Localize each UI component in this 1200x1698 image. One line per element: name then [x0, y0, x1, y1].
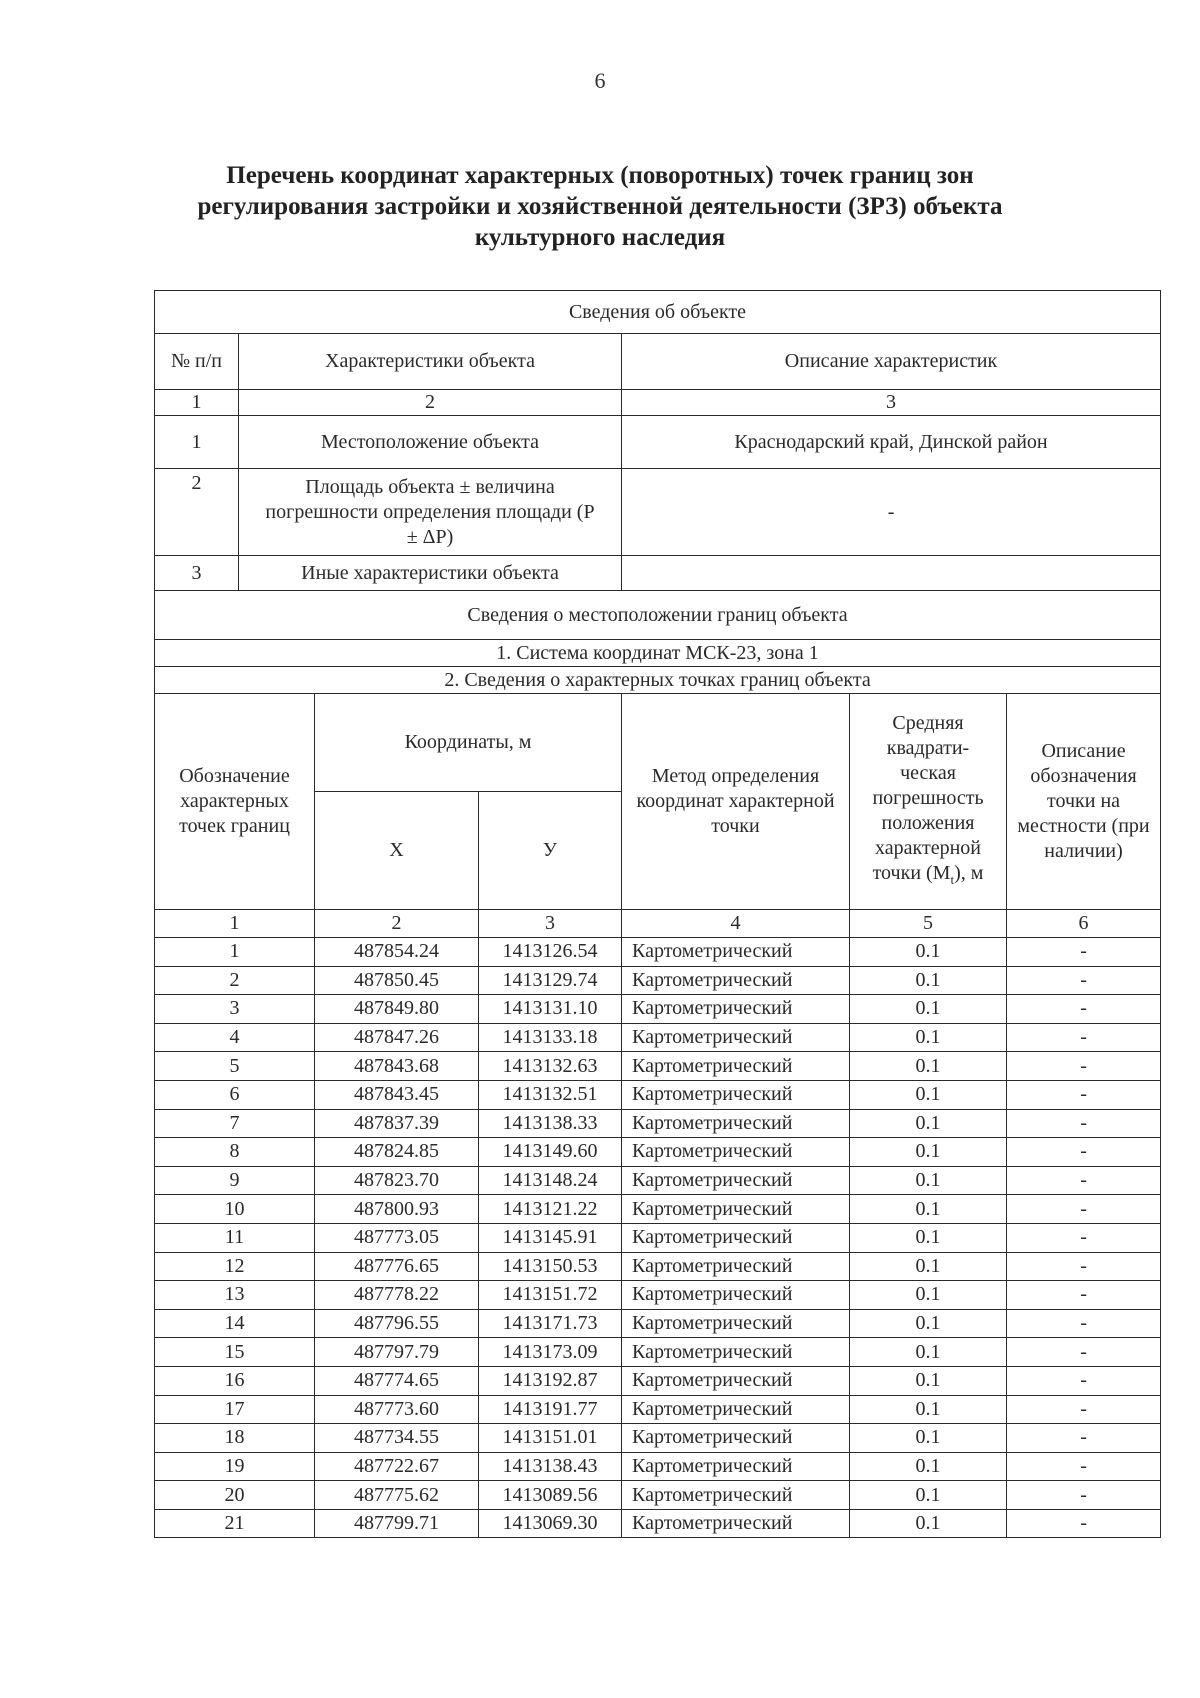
point-number: 14 [155, 1309, 315, 1338]
error-cell: 0.1 [850, 938, 1007, 967]
error-cell: 0.1 [850, 1424, 1007, 1453]
x-coordinate: 487850.45 [315, 966, 479, 995]
table-row [155, 995, 1161, 1024]
point-number: 6 [155, 1080, 315, 1109]
point-description: - [1007, 966, 1161, 995]
method-cell: Картометрический [622, 1366, 850, 1395]
title-line: Перечень координат характерных (поворотных) точек границ зон [226, 162, 974, 189]
object-section-title: Сведения об объекте [155, 291, 1161, 334]
y-coordinate: 1413129.74 [479, 966, 622, 995]
x-coordinate: 487843.45 [315, 1080, 479, 1109]
point-description: - [1007, 1395, 1161, 1424]
column-number: 1 [155, 910, 315, 938]
table-row [155, 1452, 1161, 1481]
y-coordinate: 1413121.22 [479, 1195, 622, 1224]
point-description: - [1007, 1424, 1161, 1453]
point-description: - [1007, 1366, 1161, 1395]
method-cell: Картометрический [622, 995, 850, 1024]
description-header: Описание характеристик [622, 334, 1161, 390]
x-coordinate: 487799.71 [315, 1509, 479, 1538]
x-coordinate: 487849.80 [315, 995, 479, 1024]
point-description: - [1007, 1281, 1161, 1310]
point-description: - [1007, 995, 1161, 1024]
point-number: 16 [155, 1366, 315, 1395]
table-row [155, 1080, 1161, 1109]
y-coordinate: 1413151.01 [479, 1424, 622, 1453]
point-description: - [1007, 1023, 1161, 1052]
y-coordinate: 1413069.30 [479, 1509, 622, 1538]
error-cell: 0.1 [850, 1309, 1007, 1338]
table-row [155, 1366, 1161, 1395]
x-coordinate: 487776.65 [315, 1252, 479, 1281]
point-number: 8 [155, 1138, 315, 1167]
method-cell: Картометрический [622, 1252, 850, 1281]
x-header: X [315, 792, 479, 910]
method-header: Метод определения координат характерной точки [622, 694, 850, 910]
table-row [155, 1281, 1161, 1310]
error-cell: 0.1 [850, 1023, 1007, 1052]
error-cell: 0.1 [850, 1395, 1007, 1424]
y-coordinate: 1413192.87 [479, 1366, 622, 1395]
column-number: 3 [622, 390, 1161, 416]
table-row [155, 1223, 1161, 1252]
point-number: 12 [155, 1252, 315, 1281]
x-coordinate: 487797.79 [315, 1338, 479, 1367]
method-cell: Картометрический [622, 1138, 850, 1167]
method-cell: Картометрический [622, 1080, 850, 1109]
points-section-title: 2. Сведения о характерных точках границ объекта [155, 667, 1161, 694]
point-description: - [1007, 1338, 1161, 1367]
method-cell: Картометрический [622, 1281, 850, 1310]
title-line: культурного наследия [474, 224, 726, 251]
point-number: 3 [155, 995, 315, 1024]
table-row [155, 1338, 1161, 1367]
characteristics-header: Характеристики объекта [239, 334, 622, 390]
x-coordinate: 487775.62 [315, 1481, 479, 1510]
object-row-number: 2 [155, 469, 239, 556]
object-characteristic: Иные характеристики объекта [239, 556, 622, 591]
point-number: 5 [155, 1052, 315, 1081]
object-description: - [622, 469, 1161, 556]
y-coordinate: 1413191.77 [479, 1395, 622, 1424]
error-cell: 0.1 [850, 1452, 1007, 1481]
error-cell: 0.1 [850, 1223, 1007, 1252]
boundary-section-title: Сведения о местоположении границ объекта [155, 591, 1161, 640]
point-number: 18 [155, 1424, 315, 1453]
method-cell: Картометрический [622, 1223, 850, 1252]
point-description: - [1007, 1252, 1161, 1281]
x-coordinate: 487854.24 [315, 938, 479, 967]
y-coordinate: 1413173.09 [479, 1338, 622, 1367]
document-title [150, 160, 1050, 253]
num-header: № п/п [155, 334, 239, 390]
point-number: 15 [155, 1338, 315, 1367]
error-cell: 0.1 [850, 1138, 1007, 1167]
point-number: 7 [155, 1109, 315, 1138]
table-row [155, 1252, 1161, 1281]
y-coordinate: 1413149.60 [479, 1138, 622, 1167]
column-number: 4 [622, 910, 850, 938]
error-cell: 0.1 [850, 1080, 1007, 1109]
error-cell: 0.1 [850, 1252, 1007, 1281]
method-cell: Картометрический [622, 1052, 850, 1081]
point-number: 13 [155, 1281, 315, 1310]
object-characteristic: Площадь объекта ± величина погрешности определения площади (Р ± ΔР) [239, 469, 622, 556]
x-coordinate: 487823.70 [315, 1166, 479, 1195]
table-row [155, 1166, 1161, 1195]
error-cell: 0.1 [850, 995, 1007, 1024]
column-number: 2 [239, 390, 622, 416]
error-cell: 0.1 [850, 1481, 1007, 1510]
point-number: 2 [155, 966, 315, 995]
object-description: Краснодарский край, Динской район [622, 416, 1161, 469]
y-coordinate: 1413138.43 [479, 1452, 622, 1481]
table-row [155, 966, 1161, 995]
y-coordinate: 1413145.91 [479, 1223, 622, 1252]
y-coordinate: 1413132.63 [479, 1052, 622, 1081]
point-description: - [1007, 1509, 1161, 1538]
y-coordinate: 1413131.10 [479, 995, 622, 1024]
object-row-number: 3 [155, 556, 239, 591]
error-cell: 0.1 [850, 1366, 1007, 1395]
column-number: 2 [315, 910, 479, 938]
designation-header: Обозначение характерных точек границ [155, 694, 315, 910]
method-cell: Картометрический [622, 1309, 850, 1338]
x-coordinate: 487773.05 [315, 1223, 479, 1252]
point-description-header: Описание обозначения точки на местности (при наличии) [1007, 694, 1161, 910]
x-coordinate: 487847.26 [315, 1023, 479, 1052]
y-coordinate: 1413171.73 [479, 1309, 622, 1338]
y-coordinate: 1413126.54 [479, 938, 622, 967]
method-cell: Картометрический [622, 938, 850, 967]
table-row [155, 1395, 1161, 1424]
point-description: - [1007, 938, 1161, 967]
point-number: 20 [155, 1481, 315, 1510]
table-row [155, 1509, 1161, 1538]
x-coordinate: 487722.67 [315, 1452, 479, 1481]
error-cell: 0.1 [850, 1509, 1007, 1538]
error-cell: 0.1 [850, 1166, 1007, 1195]
table-row [155, 1138, 1161, 1167]
page-number: 6 [594, 68, 606, 93]
x-coordinate: 487778.22 [315, 1281, 479, 1310]
point-description: - [1007, 1195, 1161, 1224]
point-number: 17 [155, 1395, 315, 1424]
column-number: 1 [155, 390, 239, 416]
table-row [155, 1052, 1161, 1081]
table-row [155, 938, 1161, 967]
point-description: - [1007, 1109, 1161, 1138]
y-header: У [479, 792, 622, 910]
point-description: - [1007, 1309, 1161, 1338]
column-number: 6 [1007, 910, 1161, 938]
object-row-number: 1 [155, 416, 239, 469]
error-cell: 0.1 [850, 1052, 1007, 1081]
y-coordinate: 1413089.56 [479, 1481, 622, 1510]
coordinate-system: 1. Система координат МСК-23, зона 1 [155, 640, 1161, 667]
y-coordinate: 1413133.18 [479, 1023, 622, 1052]
point-number: 9 [155, 1166, 315, 1195]
point-description: - [1007, 1052, 1161, 1081]
method-cell: Картометрический [622, 966, 850, 995]
x-coordinate: 487843.68 [315, 1052, 479, 1081]
error-cell: 0.1 [850, 1109, 1007, 1138]
x-coordinate: 487800.93 [315, 1195, 479, 1224]
y-coordinate: 1413148.24 [479, 1166, 622, 1195]
column-number: 3 [479, 910, 622, 938]
table-row [155, 1481, 1161, 1510]
point-number: 19 [155, 1452, 315, 1481]
table-row [155, 1195, 1161, 1224]
object-description [622, 556, 1161, 591]
coordinates-header: Координаты, м [315, 694, 622, 792]
method-cell: Картометрический [622, 1509, 850, 1538]
method-cell: Картометрический [622, 1109, 850, 1138]
method-cell: Картометрический [622, 1481, 850, 1510]
error-cell: 0.1 [850, 1338, 1007, 1367]
x-coordinate: 487796.55 [315, 1309, 479, 1338]
error-header: Средняя квадрати- ческая погрешность положения характерной точки $(M_t)$, м [850, 694, 1007, 910]
error-cell: 0.1 [850, 1195, 1007, 1224]
x-coordinate: 487773.60 [315, 1395, 479, 1424]
method-cell: Картометрический [622, 1166, 850, 1195]
y-coordinate: 1413138.33 [479, 1109, 622, 1138]
point-description: - [1007, 1166, 1161, 1195]
y-coordinate: 1413132.51 [479, 1080, 622, 1109]
table-row [155, 1109, 1161, 1138]
error-cell: 0.1 [850, 1281, 1007, 1310]
method-cell: Картометрический [622, 1023, 850, 1052]
point-number: 11 [155, 1223, 315, 1252]
x-coordinate: 487734.55 [315, 1424, 479, 1453]
point-description: - [1007, 1481, 1161, 1510]
column-number: 5 [850, 910, 1007, 938]
table-row [155, 1309, 1161, 1338]
table-row [155, 1023, 1161, 1052]
method-cell: Картометрический [622, 1395, 850, 1424]
y-coordinate: 1413150.53 [479, 1252, 622, 1281]
method-cell: Картометрический [622, 1452, 850, 1481]
method-cell: Картометрический [622, 1338, 850, 1367]
object-characteristic: Местоположение объекта [239, 416, 622, 469]
method-cell: Картометрический [622, 1195, 850, 1224]
point-number: 10 [155, 1195, 315, 1224]
y-coordinate: 1413151.72 [479, 1281, 622, 1310]
title-line: регулирования застройки и хозяйственной деятельности (ЗРЗ) объекта [197, 193, 1003, 220]
table-row [155, 1424, 1161, 1453]
point-description: - [1007, 1223, 1161, 1252]
point-number: 4 [155, 1023, 315, 1052]
method-cell: Картометрический [622, 1424, 850, 1453]
point-number: 21 [155, 1509, 315, 1538]
point-description: - [1007, 1138, 1161, 1167]
point-number: 1 [155, 938, 315, 967]
error-cell: 0.1 [850, 966, 1007, 995]
point-description: - [1007, 1452, 1161, 1481]
point-description: - [1007, 1080, 1161, 1109]
x-coordinate: 487774.65 [315, 1366, 479, 1395]
coordinates-table [154, 290, 1161, 1538]
x-coordinate: 487824.85 [315, 1138, 479, 1167]
x-coordinate: 487837.39 [315, 1109, 479, 1138]
